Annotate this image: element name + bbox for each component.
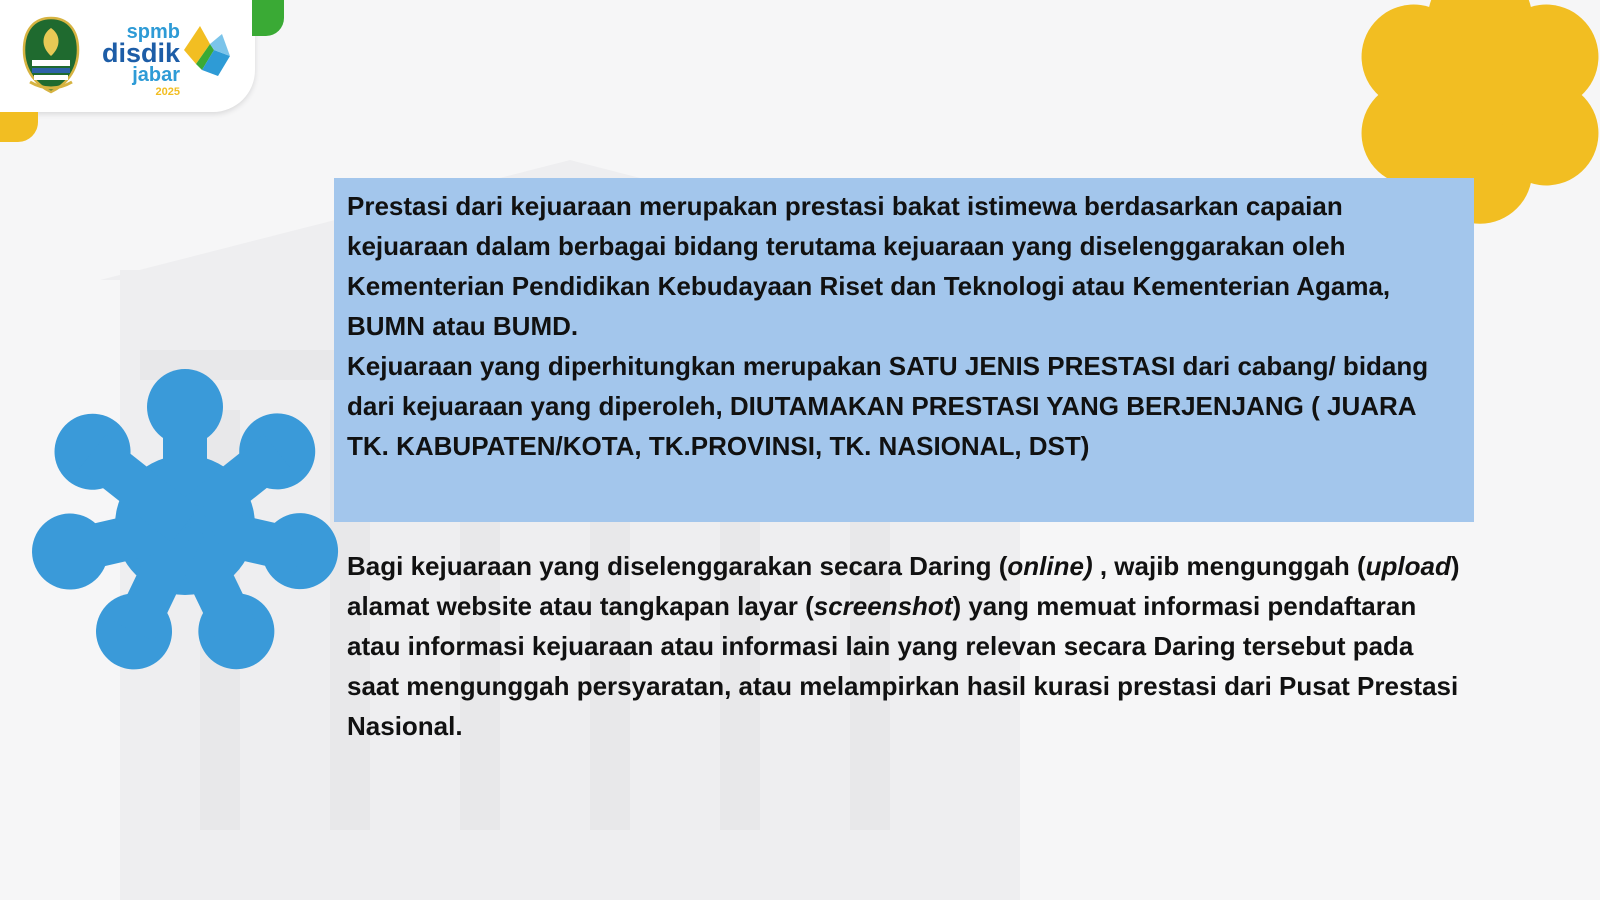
online-competition-paragraph (347, 546, 1462, 746)
brand-line-jabar: jabar (132, 64, 180, 86)
online-text-part-3: ) alamat website atau tangkapan layar ( (347, 551, 1460, 621)
online-text-part-4: ) yang memuat informasi pendaftaran atau informasi kejuaraan atau informasi lain yang relevan secara Daring tersebut pada saat mengunggah persyaratan, atau melampirkan hasil kurasi prestasi dari Pusat Prestasi Nasional. (347, 591, 1459, 741)
blue-flower-decoration (20, 360, 350, 690)
online-text-part-2: , wajib mengunggah ( (1092, 551, 1366, 581)
spmb-disdik-jabar-logo (96, 22, 236, 102)
online-italic-term: online) (1007, 551, 1093, 581)
header-logo-card (0, 0, 255, 112)
brand-year: 2025 (155, 86, 180, 98)
upload-italic-term: upload (1365, 551, 1451, 581)
yellow-accent-shape (0, 112, 38, 142)
brand-wordmark (96, 22, 180, 98)
green-accent-shape (252, 0, 284, 36)
achievement-definition-text: Prestasi dari kejuaraan merupakan prestasi bakat istimewa berdasarkan capaian kejuaraan dalam berbagai bidang terutama kejuaraan yang diselenggarakan oleh Kementerian Pendidikan Kebudayaan Riset dan Teknologi atau Kementerian Agama, BUMN atau BUMD. (347, 191, 1391, 341)
screenshot-italic-term: screenshot (813, 591, 953, 621)
online-text-part-1: Bagi kejuaraan yang diselenggarakan secara Daring ( (347, 551, 1008, 581)
spmb-logo-mark-icon (174, 20, 232, 78)
brand-line-disdik: disdik (101, 38, 180, 68)
achievement-definition-paragraph (347, 186, 1462, 466)
brand-line-spmb: spmb (126, 21, 180, 43)
counted-achievement-text: Kejuaraan yang diperhitungkan merupakan SATU JENIS PRESTASI dari cabang/ bidang dari kejuaraan yang diperoleh, DIUTAMAKAN PRESTASI YANG BERJENJANG ( JUARA TK. KABUPATEN/KOTA, TK.PROVINSI, TK. NASIONAL, DST) (347, 351, 1429, 461)
west-java-emblem-icon (20, 16, 82, 94)
